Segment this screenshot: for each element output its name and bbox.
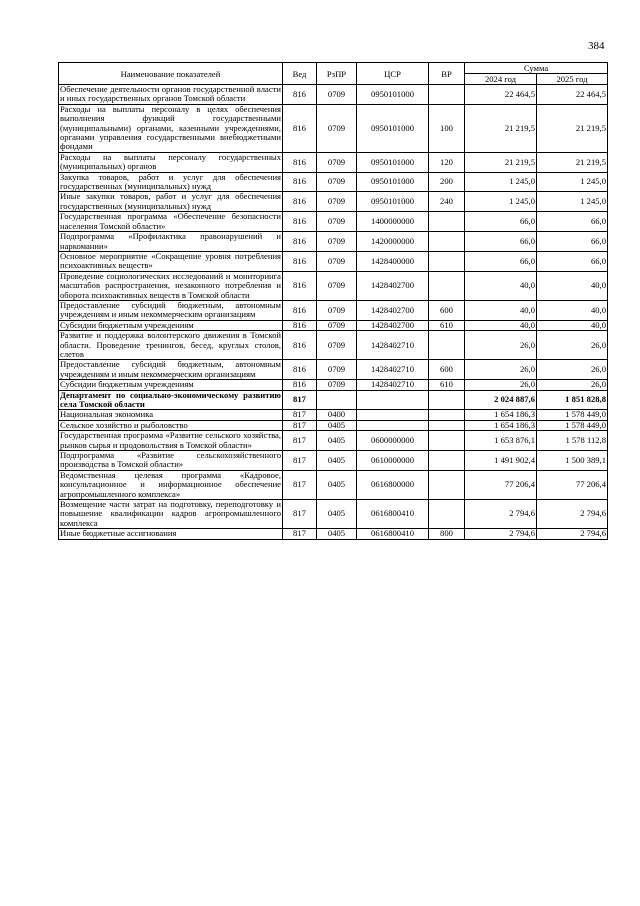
table-row (59, 251, 608, 271)
cell-ved: 816 (283, 360, 317, 380)
cell-name: Основное мероприятие «Сокращение уровня потребления психоактивных веществ» (60, 250, 281, 271)
cell-name: Подпрограмма «Развитие сельскохозяйственного производства в Томской области» (60, 450, 281, 470)
cell-y2024: 26,0 (465, 331, 537, 360)
cell-ved: 816 (283, 212, 317, 232)
cell-csr: 1428402700 (357, 300, 429, 320)
cell-rzpr: 0709 (317, 320, 357, 330)
cell-ved: 816 (283, 251, 317, 271)
cell-rzpr: 0405 (317, 470, 357, 499)
cell-name: Ведомственная целевая программа «Кадровое, консультационное и информационное обеспечение агропромышленного комплекса» (60, 469, 281, 499)
cell-vr: 610 (429, 380, 465, 390)
cell-name: Государственная программа «Обеспечение безопасности населения Томской области» (60, 211, 281, 231)
cell-vr: 610 (429, 320, 465, 330)
table-row (59, 451, 608, 471)
cell-csr: 0616800410 (357, 529, 429, 539)
cell-ved: 816 (283, 172, 317, 192)
header-year-2024: 2024 год (465, 74, 537, 85)
cell-y2024: 26,0 (465, 360, 537, 380)
cell-y2024: 1 245,0 (465, 192, 537, 212)
cell-y2024: 2 024 887,6 (465, 390, 537, 410)
cell-csr (357, 390, 429, 410)
cell-rzpr: 0709 (317, 104, 357, 152)
cell-y2024: 77 206,4 (465, 470, 537, 499)
cell-y2025: 21 219,5 (537, 152, 608, 172)
header-csr: ЦСР (357, 63, 429, 85)
cell-name: Сельское хозяйство и рыболовство (59, 420, 283, 430)
cell-ved: 816 (283, 300, 317, 320)
table-row (59, 104, 608, 152)
table-row (59, 192, 608, 212)
cell-y2025: 77 206,4 (537, 470, 608, 499)
cell-y2025: 2 794,6 (537, 529, 608, 539)
cell-y2025: 1 578 449,0 (537, 420, 608, 430)
cell-name: Предоставление субсидий бюджетным, автономным учреждениям и иным некоммерческим организациям (60, 299, 281, 320)
cell-vr: 200 (429, 172, 465, 192)
cell-rzpr: 0405 (317, 420, 357, 430)
cell-y2025: 26,0 (537, 360, 608, 380)
cell-y2025: 22 464,5 (537, 85, 608, 105)
cell-y2024: 66,0 (465, 251, 537, 271)
cell-ved: 817 (283, 390, 317, 410)
cell-ved: 816 (283, 232, 317, 252)
cell-ved: 816 (283, 320, 317, 330)
table-row (59, 380, 608, 390)
table-row (59, 85, 608, 105)
cell-csr: 1428402700 (357, 271, 429, 300)
cell-y2025: 26,0 (537, 380, 608, 390)
cell-y2025: 66,0 (537, 232, 608, 252)
table-row (59, 500, 608, 529)
cell-name: Национальная экономика (59, 410, 283, 420)
cell-csr: 0616800410 (357, 500, 429, 529)
cell-vr (429, 251, 465, 271)
cell-y2024: 1 654 186,3 (465, 410, 537, 420)
cell-csr: 1428400000 (357, 251, 429, 271)
cell-rzpr: 0400 (317, 410, 357, 420)
cell-y2024: 1 653 876,1 (465, 431, 537, 451)
header-rzpr: РзПР (317, 63, 357, 85)
cell-ved: 817 (283, 451, 317, 471)
table-row (59, 410, 608, 420)
cell-ved: 816 (283, 271, 317, 300)
cell-vr (429, 232, 465, 252)
cell-name: Возмещение части затрат на подготовку, переподготовку и повышение квалификации кадров агропромышленного комплекса (60, 499, 281, 528)
header-name: Наименование показателей (59, 63, 283, 85)
table-row (59, 529, 608, 539)
cell-csr: 0950101000 (357, 192, 429, 212)
cell-ved: 816 (283, 152, 317, 172)
cell-vr (429, 212, 465, 232)
table-row (59, 172, 608, 192)
cell-csr: 0950101000 (357, 104, 429, 152)
cell-ved: 816 (283, 104, 317, 152)
cell-rzpr: 0405 (317, 529, 357, 539)
header-vr: ВР (429, 63, 465, 85)
cell-y2024: 66,0 (465, 212, 537, 232)
cell-name: Иные закупки товаров, работ и услуг для обеспечения государственных (муниципальных) нужд (60, 191, 281, 211)
cell-name: Расходы на выплаты персоналу государственных (муниципальных) органов (60, 151, 281, 172)
table-row (59, 420, 608, 430)
cell-csr: 0610000000 (357, 451, 429, 471)
cell-name: Развитие и поддержка волонтерского движения в Томской области. Проведение тренингов, бесед, круглых столов, слетов (60, 330, 281, 359)
cell-y2025: 1 578 112,8 (537, 431, 608, 451)
cell-y2024: 22 464,5 (465, 85, 537, 105)
cell-vr: 240 (429, 192, 465, 212)
table-row (59, 360, 608, 380)
cell-name: Субсидии бюджетным учреждениям (59, 320, 283, 330)
table-row (59, 152, 608, 172)
cell-vr (429, 85, 465, 105)
cell-name: Расходы на выплаты персоналу в целях обеспечения выполнения функций государственными (муниципальными) органами, казенными учреждениями, органами управления государственными внебюджетными фондами (60, 103, 281, 152)
cell-y2025: 1 500 389,1 (537, 451, 608, 471)
cell-y2025: 1 851 828,8 (537, 390, 608, 410)
table-row (59, 470, 608, 499)
cell-csr: 1428402700 (357, 320, 429, 330)
cell-name: Государственная программа «Развитие сельского хозяйства, рынков сырья и продовольствия в Томской области» (60, 430, 281, 450)
cell-csr: 1428402710 (357, 380, 429, 390)
cell-ved: 817 (283, 470, 317, 499)
cell-rzpr: 0709 (317, 232, 357, 252)
cell-y2025: 66,0 (537, 212, 608, 232)
cell-csr (357, 420, 429, 430)
cell-csr: 0616800000 (357, 470, 429, 499)
cell-csr: 1428402710 (357, 360, 429, 380)
cell-y2024: 40,0 (465, 320, 537, 330)
cell-y2025: 2 794,6 (537, 500, 608, 529)
table-row (59, 331, 608, 360)
cell-rzpr: 0709 (317, 212, 357, 232)
cell-rzpr: 0709 (317, 331, 357, 360)
cell-y2025: 40,0 (537, 300, 608, 320)
cell-csr (357, 410, 429, 420)
table-body (59, 85, 608, 540)
cell-ved: 817 (283, 529, 317, 539)
cell-ved: 817 (283, 500, 317, 529)
cell-y2024: 2 794,6 (465, 529, 537, 539)
table-row (59, 431, 608, 451)
table-row (59, 212, 608, 232)
cell-y2025: 21 219,5 (537, 104, 608, 152)
cell-csr: 0600000000 (357, 431, 429, 451)
cell-vr: 120 (429, 152, 465, 172)
cell-vr (429, 431, 465, 451)
header-ved: Вед (283, 63, 317, 85)
cell-name: Проведение социологических исследований и мониторинга масштабов распространения, незаконного потребления и оборота психоактивных веществ в Томской области (60, 270, 281, 300)
cell-y2025: 1 245,0 (537, 172, 608, 192)
cell-y2024: 1 245,0 (465, 172, 537, 192)
cell-y2025: 40,0 (537, 271, 608, 300)
table-row (59, 232, 608, 252)
cell-vr: 600 (429, 300, 465, 320)
cell-name: Департамент по социально-экономическому развитию села Томской области (60, 389, 281, 409)
cell-csr: 1400000000 (357, 212, 429, 232)
cell-vr (429, 331, 465, 360)
cell-name: Иные бюджетные ассигнования (59, 529, 283, 539)
cell-y2024: 2 794,6 (465, 500, 537, 529)
cell-y2024: 66,0 (465, 232, 537, 252)
cell-vr (429, 390, 465, 410)
cell-ved: 816 (283, 85, 317, 105)
cell-vr: 800 (429, 529, 465, 539)
cell-rzpr: 0709 (317, 300, 357, 320)
cell-name: Подпрограмма «Профилактика правонарушений и наркомании» (60, 231, 281, 251)
cell-y2025: 66,0 (537, 251, 608, 271)
cell-csr: 0950101000 (357, 152, 429, 172)
cell-rzpr: 0709 (317, 85, 357, 105)
table-row (59, 300, 608, 320)
cell-ved: 816 (283, 380, 317, 390)
cell-ved: 816 (283, 192, 317, 212)
cell-name: Обеспечение деятельности органов государственной власти и иных государственных органов Томской области (60, 84, 281, 104)
cell-y2024: 21 219,5 (465, 152, 537, 172)
cell-rzpr: 0709 (317, 192, 357, 212)
cell-vr (429, 410, 465, 420)
budget-table (58, 62, 608, 540)
cell-y2024: 21 219,5 (465, 104, 537, 152)
cell-vr (429, 470, 465, 499)
cell-y2025: 26,0 (537, 331, 608, 360)
cell-rzpr: 0405 (317, 431, 357, 451)
cell-name: Предоставление субсидий бюджетным, автономным учреждениям и иным некоммерческим организациям (60, 359, 281, 379)
header-sum: Сумма (465, 63, 608, 74)
table-row (59, 390, 608, 410)
cell-y2024: 1 491 902,4 (465, 451, 537, 471)
cell-rzpr: 0405 (317, 451, 357, 471)
table-row (59, 320, 608, 330)
cell-rzpr: 0709 (317, 152, 357, 172)
cell-ved: 817 (283, 420, 317, 430)
cell-csr: 1428402710 (357, 331, 429, 360)
table-row (59, 271, 608, 300)
cell-vr (429, 420, 465, 430)
cell-vr (429, 500, 465, 529)
cell-y2024: 40,0 (465, 271, 537, 300)
cell-y2025: 40,0 (537, 320, 608, 330)
cell-vr (429, 451, 465, 471)
cell-y2024: 26,0 (465, 380, 537, 390)
cell-rzpr: 0709 (317, 380, 357, 390)
page-number: 384 (588, 40, 605, 52)
cell-rzpr: 0709 (317, 251, 357, 271)
cell-y2025: 1 245,0 (537, 192, 608, 212)
cell-rzpr: 0709 (317, 271, 357, 300)
header-year-2025: 2025 год (537, 74, 608, 85)
cell-rzpr: 0709 (317, 360, 357, 380)
cell-rzpr: 0405 (317, 500, 357, 529)
cell-rzpr (317, 390, 357, 410)
cell-ved: 817 (283, 410, 317, 420)
cell-csr: 0950101000 (357, 85, 429, 105)
cell-vr: 100 (429, 104, 465, 152)
cell-csr: 0950101000 (357, 172, 429, 192)
cell-y2025: 1 578 449,0 (537, 410, 608, 420)
cell-ved: 816 (283, 331, 317, 360)
cell-name: Закупка товаров, работ и услуг для обеспечения государственных (муниципальных) нужд (60, 171, 281, 192)
cell-rzpr: 0709 (317, 172, 357, 192)
cell-vr: 600 (429, 360, 465, 380)
cell-y2024: 1 654 186,3 (465, 420, 537, 430)
cell-vr (429, 271, 465, 300)
cell-ved: 817 (283, 431, 317, 451)
cell-name: Субсидии бюджетным учреждениям (59, 380, 283, 390)
cell-y2024: 40,0 (465, 300, 537, 320)
cell-csr: 1420000000 (357, 232, 429, 252)
